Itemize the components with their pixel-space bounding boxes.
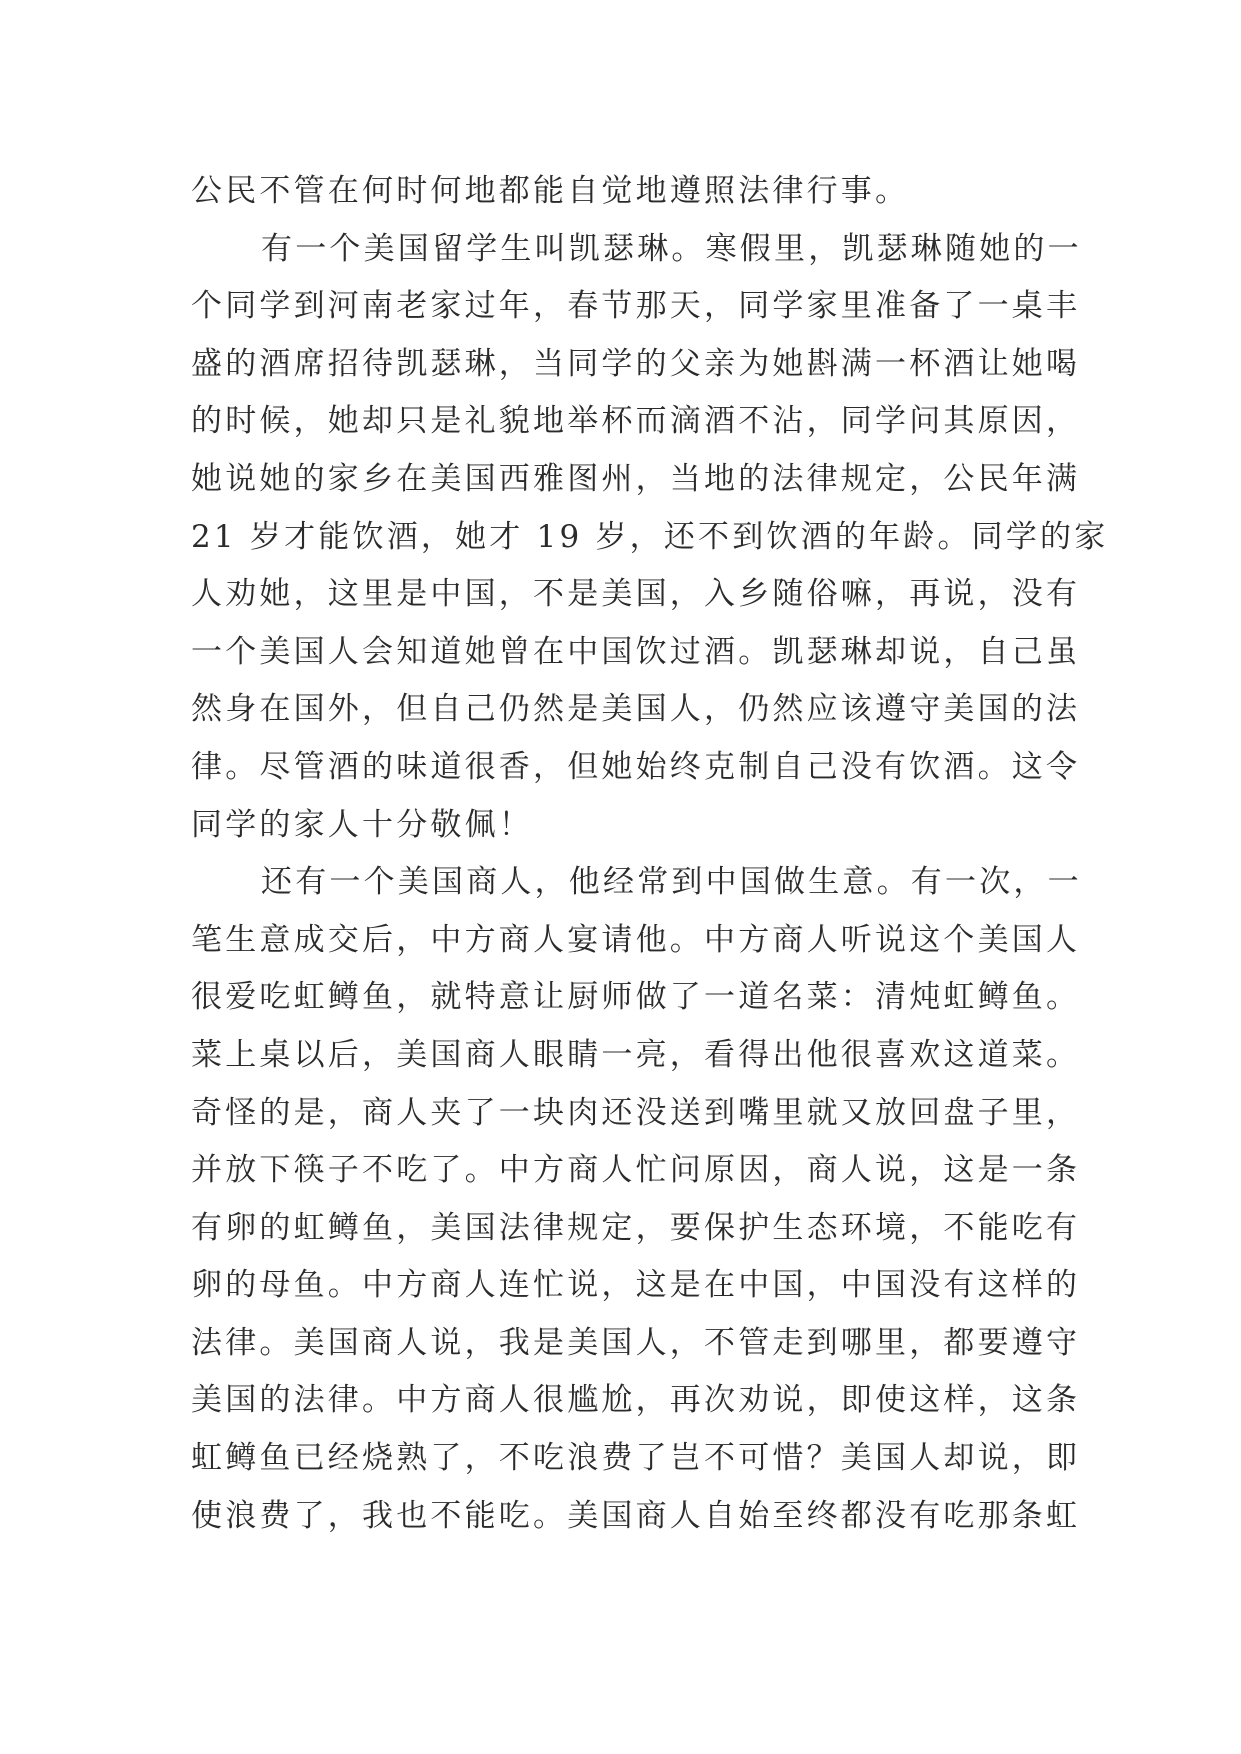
text-line: 21 岁才能饮酒，她才 19 岁，还不到饮酒的年龄。同学的家: [191, 518, 1109, 555]
text-line: 奇怪的是，商人夹了一块肉还没送到嘴里就又放回盘子里，: [191, 1094, 1081, 1131]
text-line: 一个美国人会知道她曾在中国饮过酒。凯瑟琳却说，自己虽: [191, 633, 1081, 670]
text-line: 笔生意成交后，中方商人宴请他。中方商人听说这个美国人: [191, 921, 1081, 958]
body-text: [191, 163, 1109, 1545]
text-line: 卵的母鱼。中方商人连忙说，这是在中国，中国没有这样的: [191, 1267, 1081, 1304]
text-line: 菜上桌以后，美国商人眼睛一亮，看得出他很喜欢这道菜。: [191, 1036, 1081, 1073]
text-line: 公民不管在何时何地都能自觉地遵照法律行事。: [191, 173, 910, 209]
text-line: 虹鳟鱼已经烧熟了，不吃浪费了岂不可惜？美国人却说，即: [191, 1440, 1081, 1477]
text-line: 还有一个美国商人，他经常到中国做生意。有一次，一: [261, 864, 1082, 901]
text-line: 的时候，她却只是礼貌地举杯而滴酒不沾，同学问其原因，: [191, 403, 1081, 440]
text-line: 有卵的虹鳟鱼，美国法律规定，要保护生态环境，不能吃有: [191, 1209, 1081, 1246]
text-line: 律。尽管酒的味道很香，但她始终克制自己没有饮酒。这令: [191, 748, 1081, 785]
text-line: 并放下筷子不吃了。中方商人忙问原因，商人说，这是一条: [191, 1152, 1081, 1189]
text-line: 然身在国外，但自己仍然是美国人，仍然应该遵守美国的法: [191, 691, 1081, 728]
text-line: 人劝她，这里是中国，不是美国，入乡随俗嘛，再说，没有: [191, 576, 1081, 613]
text-line: 盛的酒席招待凯瑟琳，当同学的父亲为她斟满一杯酒让她喝: [191, 345, 1081, 382]
text-line: 个同学到河南老家过年，春节那天，同学家里准备了一桌丰: [191, 288, 1081, 325]
text-line: 很爱吃虹鳟鱼，就特意让厨师做了一道名菜：清炖虹鳟鱼。: [191, 979, 1081, 1016]
text-line: 美国的法律。中方商人很尴尬，再次劝说，即使这样，这条: [191, 1382, 1081, 1419]
text-line: 法律。美国商人说，我是美国人，不管走到哪里，都要遵守: [191, 1324, 1081, 1361]
text-line: 使浪费了，我也不能吃。美国商人自始至终都没有吃那条虹: [191, 1497, 1081, 1534]
text-line: 有一个美国留学生叫凯瑟琳。寒假里，凯瑟琳随她的一: [261, 230, 1082, 267]
text-line: 她说她的家乡在美国西雅图州，当地的法律规定，公民年满: [191, 460, 1081, 497]
text-line: 同学的家人十分敬佩！: [191, 806, 533, 843]
